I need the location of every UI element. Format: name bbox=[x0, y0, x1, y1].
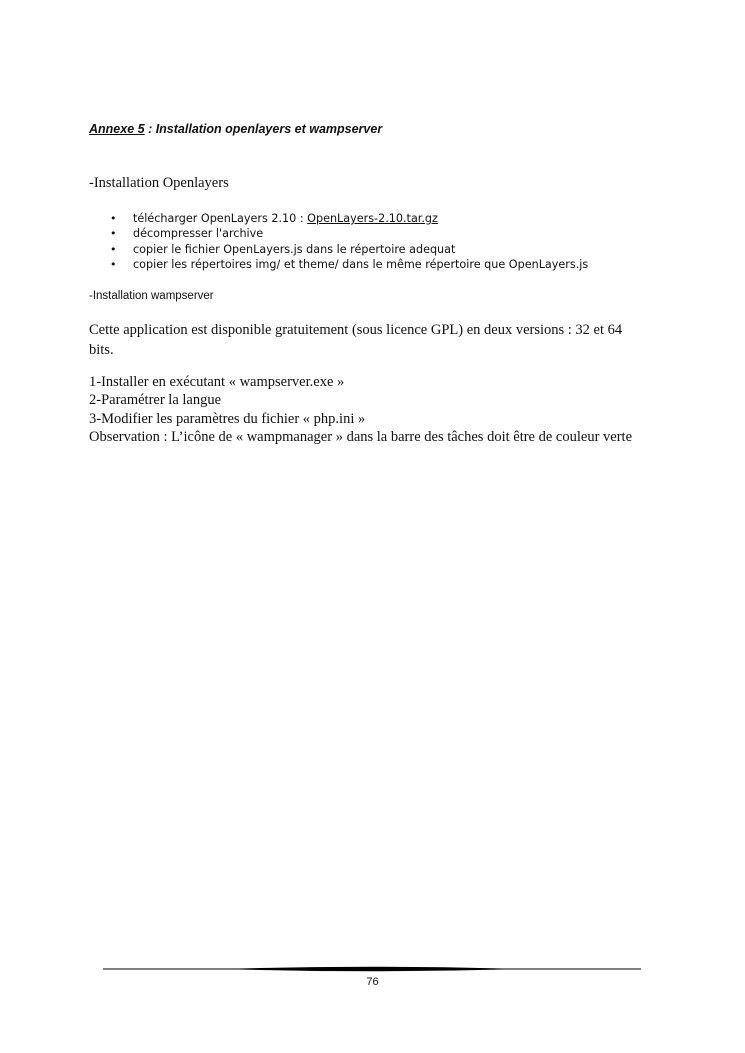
list-item: • copier les répertoires img/ et theme/ dans le même répertoire que OpenLayers.js bbox=[110, 257, 588, 272]
step-line: 3-Modifier les paramètres du fichier « php.ini » bbox=[89, 410, 366, 427]
annex-number: Annexe 5 bbox=[89, 122, 145, 136]
observation-line: Observation : L’icône de « wampmanager » dans la barre des tâches doit être de couleur verte bbox=[89, 428, 632, 445]
section-title-openlayers: -Installation Openlayers bbox=[89, 175, 229, 191]
step-line: 2-Paramétrer la langue bbox=[89, 392, 222, 409]
footer-rule bbox=[103, 964, 641, 974]
list-item: • copier le fichier OpenLayers.js dans le répertoire adequat bbox=[110, 242, 588, 257]
annex-heading bbox=[89, 122, 382, 136]
openlayers-steps-list bbox=[110, 211, 588, 272]
section-title-wampserver: -Installation wampserver bbox=[89, 290, 214, 302]
annex-title: : Installation openlayers et wampserver bbox=[144, 122, 383, 136]
download-link[interactable]: OpenLayers-2.10.tar.gz bbox=[307, 212, 438, 225]
step-line: 1-Installer en exécutant « wampserver.exe » bbox=[89, 374, 345, 390]
wampserver-steps bbox=[89, 373, 632, 446]
list-item bbox=[110, 211, 588, 226]
list-item: • décompresser l'archive bbox=[110, 226, 588, 241]
wampserver-description: Cette application est disponible gratuitement (sous licence GPL) en deux versions : 32 et 64 bits. bbox=[89, 322, 623, 358]
page-number: 76 bbox=[366, 976, 379, 988]
download-text: télécharger OpenLayers 2.10 : bbox=[133, 212, 308, 225]
